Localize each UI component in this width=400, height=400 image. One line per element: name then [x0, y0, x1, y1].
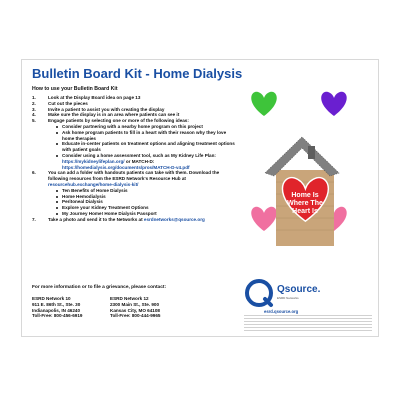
office-phone: Toll-Free: 800-444-9965 — [110, 313, 161, 319]
logo-tagline: ESRD Networks — [277, 296, 299, 300]
office-city: Indianapolis, IN 46240 — [32, 307, 80, 313]
office-city: Kansas City, MO 64108 — [110, 307, 160, 313]
document-page — [21, 59, 379, 337]
office-address: 2300 Main St., Ste. 900 — [110, 301, 160, 307]
logo-name: Qsource. — [277, 284, 321, 295]
mykidney-link[interactable]: https://mykidneylifeplan.org/ — [62, 158, 125, 164]
document-title: Bulletin Board Kit - Home Dialysis — [32, 66, 243, 81]
resource-item: My Journey Home! Home Dialysis Passport — [54, 211, 237, 217]
logo-url[interactable]: esrd.qsource.org — [264, 309, 299, 314]
office-name: ESRD Network 12 — [110, 296, 149, 301]
step-item: 3. Invite a patient to assist you with creating the display — [32, 106, 165, 112]
display-board-illustration — [22, 60, 378, 336]
idea-item: Educate in-center patients on treatment options and aligning treatment options with patient goals — [54, 141, 237, 153]
contact-heading: For more information or to file a grievance, please contact: — [32, 285, 167, 290]
pink-heart-icon — [251, 207, 277, 231]
resource-item: Explore your Kidney Treatment Options — [54, 205, 237, 211]
resource-item: Ten Benefits of Home Dialysis — [54, 188, 237, 194]
step-item: 7. Take a photo and send it to the Networks at esrdnetworks@qsource.org — [32, 216, 205, 222]
step-item: 4. Make sure the display is in an area where patients can see it — [32, 112, 180, 118]
office-phone: Toll-Free: 800-456-6919 — [32, 313, 83, 319]
idea-item: Consider using a home assessment tool, such as My Kidney Life Plan: https://mykidneylifeplan.org/ or MATCH-D: https://homedialysis.org/documents/pros/MATCH-D-v4.pdf — [54, 153, 237, 170]
house-heart-line-3: Heart Is — [292, 208, 318, 215]
house-heart-line-1: Home Is — [291, 192, 319, 199]
idea-item: Consider partnering with a nearby home program on this project — [54, 124, 237, 130]
green-heart-icon — [251, 92, 277, 116]
resource-hub-link[interactable]: resourcehub.exchange/home-dialysis-kit/ — [48, 181, 139, 187]
house-illustration — [265, 137, 339, 246]
chimney — [308, 146, 315, 159]
idea-item: Ask home program patients to fill in a heart with their reason why they love home therapies — [54, 130, 237, 142]
resource-item: Peritoneal Dialysis — [54, 199, 237, 205]
office-name: ESRD Network 10 — [32, 296, 71, 301]
document-subtitle: How to use your Bulletin Board Kit — [32, 86, 118, 92]
step-item: 2. Cut out the pieces — [32, 100, 88, 106]
office-address: 911 E. 86th St., Ste. 30 — [32, 301, 81, 307]
step-item: 5. Engage patients by selecting one or more of the following ideas: Consider partnering with a nearby home program on this project Ask home program patients to fill in a heart with their reason why they love home therapies Educate in-center patients on treatment options and aligning treatment options with patient goals Consider using a home assessment tool, such as My Kidney Life Plan: https://mykidneylifeplan.org/ or MATCH-D: https://homedialysis.org/documents/pros/MATCH-D-v4.pdf — [32, 118, 237, 170]
house-heart-line-2: Where The — [287, 200, 323, 207]
step-item: 1. Look at the Display Board idea on page 13 — [32, 95, 141, 100]
step-item: 6. You can add a folder with handouts patients can take with them. Download the following resources from the ESRD Network's Resource Hub at resourcehub.exchange/home-dialysis-kit/ Ten Benefits of Home Dialysis Home Hemodialysis Peritoneal Dialysis Explore your Kidney Treatment Options My Journey Home! Home Dialysis Passport — [32, 170, 237, 216]
resource-item: Home Hemodialysis — [54, 194, 237, 200]
network-email-link[interactable]: esrdnetworks@qsource.org — [143, 216, 205, 222]
purple-heart-icon — [321, 92, 347, 116]
matchd-link[interactable]: https://homedialysis.org/documents/pros/MATCH-D-v4.pdf — [62, 164, 190, 170]
